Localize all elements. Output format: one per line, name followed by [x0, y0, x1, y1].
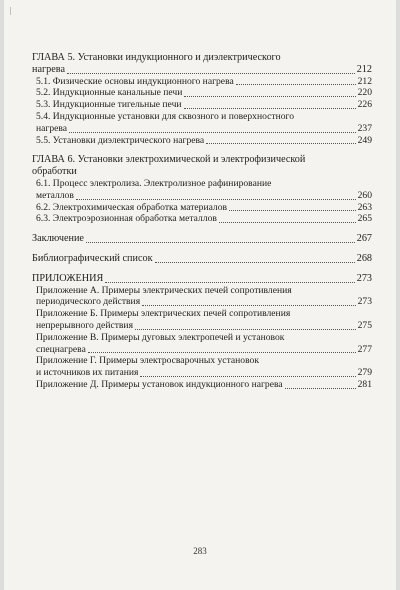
dot-leader [206, 143, 355, 144]
appendix-g-line1: Приложение Г. Примеры электросварочных установок [36, 355, 259, 367]
toc-item-6-2 [32, 202, 372, 214]
document-page [4, 0, 396, 590]
appendix-a-line1: Приложение А. Примеры электрических печей сопротивления [36, 284, 292, 296]
toc-item-text: непрерывного действия [36, 319, 133, 331]
toc-item-page: 273 [357, 296, 372, 308]
dot-leader [285, 388, 356, 389]
appendix-b [32, 320, 372, 332]
toc-item-page: 267 [356, 233, 372, 245]
dot-leader [236, 84, 356, 85]
chapter-6-title-line2 [32, 166, 372, 178]
appendix-b-line1: Приложение Б. Примеры электрических печей сопротивления [36, 308, 291, 320]
blank-leader [79, 175, 370, 176]
toc-item-page: 275 [357, 319, 372, 331]
toc-item-text: металлов [36, 189, 74, 201]
dot-leader [88, 352, 356, 353]
toc-item-text: Библиографический список [32, 252, 153, 264]
dot-leader [76, 199, 356, 200]
toc-item-page: 279 [357, 367, 372, 379]
toc-item-page: 226 [357, 99, 372, 111]
toc-item-text: периодического действия [36, 296, 141, 308]
appendix-d [32, 379, 372, 391]
toc-appendices [32, 273, 372, 391]
dot-leader [67, 73, 355, 74]
page-number: 283 [193, 546, 207, 556]
toc-item-text: Приложение Д. Примеры установок индукционного нагрева [36, 378, 283, 390]
dot-leader [184, 96, 355, 97]
toc-item-5-5 [32, 135, 372, 147]
chapter-5-title-line2 [32, 64, 372, 76]
toc-item-page: 281 [357, 378, 372, 390]
toc-item-text: 6.3. Электроэрозионная обработка металлов [36, 213, 217, 225]
toc-item-page: 212 [357, 75, 372, 87]
toc-item-text: спецнагрева [36, 343, 86, 355]
chapter-6-title-cont: обработки [32, 166, 77, 178]
toc-chapter-6 [32, 154, 372, 225]
dot-leader [69, 132, 356, 133]
toc-item-text: 5.3. Индукционные тигельные печи [36, 99, 182, 111]
toc-item-6-1-line1: 6.1. Процесс электролиза. Электролизное рафинирование [36, 177, 272, 189]
toc-item-page: 263 [357, 201, 372, 213]
toc-bibliography-block [32, 253, 372, 265]
appendix-a [32, 296, 372, 308]
appendix-g [32, 367, 372, 379]
toc-item-text: Заключение [32, 233, 84, 245]
toc-item-page: 220 [357, 87, 372, 99]
toc-bibliography [32, 253, 372, 265]
appendix-v [32, 344, 372, 356]
dot-leader [105, 282, 354, 283]
toc-item-5-3 [32, 99, 372, 111]
toc-item-5-2 [32, 87, 372, 99]
dot-leader [135, 329, 356, 330]
dot-leader [142, 305, 356, 306]
appendix-v-line1: Приложение В. Примеры дуговых электропечей и установок [36, 331, 285, 343]
toc-item-page: 249 [357, 134, 372, 146]
toc-item-text: 6.2. Электрохимическая обработка материалов [36, 201, 228, 213]
toc-item-page: 265 [357, 213, 372, 225]
dot-leader [86, 242, 355, 243]
toc-item-page: 277 [357, 343, 372, 355]
toc-item-5-1 [32, 76, 372, 88]
table-of-contents [32, 52, 372, 391]
dot-leader [140, 376, 355, 377]
toc-conclusion [32, 233, 372, 245]
toc-item-text: ПРИЛОЖЕНИЯ [32, 272, 104, 284]
toc-item-5-4-line1: 5.4. Индукционные установки для сквозного и поверхностного [36, 110, 295, 122]
toc-item-6-1 [32, 190, 372, 202]
toc-item-text: 5.2. Индукционные канальные печи [36, 87, 183, 99]
margin-mark: | [10, 6, 12, 15]
chapter-5-title-cont: нагрева [32, 63, 65, 75]
toc-item-6-3 [32, 213, 372, 225]
dot-leader [184, 108, 356, 109]
toc-item-page: 268 [356, 252, 372, 264]
chapter-5-title-line1: ГЛАВА 5. Установки индукционного и диэлектрического [32, 52, 281, 63]
chapter-5-page: 212 [356, 63, 372, 75]
appendices-title [32, 273, 372, 285]
dot-leader [229, 210, 356, 211]
dot-leader [155, 262, 355, 263]
toc-item-text: 5.1. Физические основы индукционного нагрева [36, 75, 234, 87]
toc-item-5-4 [32, 123, 372, 135]
chapter-6-title-line1: ГЛАВА 6. Установки электрохимической и электрофизической [32, 154, 306, 166]
toc-chapter-5 [32, 52, 372, 146]
toc-item-text: 5.5. Установки диэлектрического нагрева [36, 134, 205, 146]
toc-conclusion-block [32, 233, 372, 245]
toc-item-text: нагрева [36, 122, 68, 134]
toc-item-page: 260 [357, 189, 372, 201]
dot-leader [219, 222, 356, 223]
toc-item-text: и источников их питания [36, 367, 139, 379]
toc-item-page: 237 [357, 122, 372, 134]
toc-item-page: 273 [356, 272, 372, 284]
